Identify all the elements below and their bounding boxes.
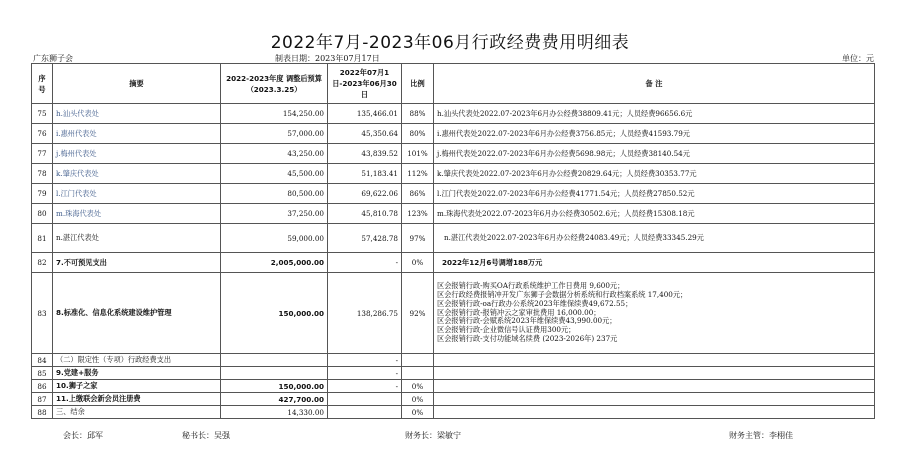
cell-ratio: 0% <box>402 406 434 419</box>
cell-seq: 80 <box>32 204 53 224</box>
cell-seq: 83 <box>32 273 53 354</box>
cell-actual <box>328 393 402 406</box>
cell-summary: 8.标准化、信息化系统建设维护管理 <box>53 273 221 354</box>
cell-budget: 427,700.00 <box>221 393 328 406</box>
cell-ratio: 88% <box>402 104 434 124</box>
cell-seq: 76 <box>32 124 53 144</box>
cell-remark <box>434 380 875 393</box>
cell-remark: l.江门代表处2022.07-2023年6月办公经费41771.54元；人员经费27850.52元 <box>434 184 875 204</box>
table-row <box>32 204 875 224</box>
cell-actual: - <box>328 367 402 380</box>
cell-actual: 135,466.01 <box>328 104 402 124</box>
report-date: 制表日期：2023年07月17日 <box>275 54 380 63</box>
table-row <box>32 224 875 253</box>
remark-line: 区会报销行政-购买OA行政系统维护工作日费用 9,600元； <box>437 280 625 290</box>
cell-summary: 9.党建+服务 <box>53 367 221 380</box>
cell-seq: 79 <box>32 184 53 204</box>
cell-ratio: 97% <box>402 224 434 253</box>
cell-budget: 154,250.00 <box>221 104 328 124</box>
cell-summary: i.惠州代表处 <box>53 124 221 144</box>
table-row <box>32 124 875 144</box>
cell-summary: k.肇庆代表处 <box>53 164 221 184</box>
table-row <box>32 406 875 419</box>
cell-budget <box>221 367 328 380</box>
col-header-ratio: 比例 <box>402 64 434 104</box>
secretary-signature: 秘书长：吴强 <box>182 431 230 440</box>
cell-actual: 45,350.64 <box>328 124 402 144</box>
cell-summary: h.汕头代表处 <box>53 104 221 124</box>
cell-summary: m.珠海代表处 <box>53 204 221 224</box>
table-header-row <box>32 64 875 104</box>
cell-budget: 43,250.00 <box>221 144 328 164</box>
finance-supervisor-signature: 财务主管：李栩佳 <box>729 431 793 440</box>
cell-summary: j.梅州代表处 <box>53 144 221 164</box>
cell-summary: 三、结余 <box>53 406 221 419</box>
table-row <box>32 367 875 380</box>
cell-seq: 82 <box>32 253 53 273</box>
cell-remark: n.湛江代表处2022.07-2023年6月办公经费24083.49元；人员经费33345.29元 <box>434 224 875 253</box>
cell-actual: 69,622.06 <box>328 184 402 204</box>
col-header-summary: 摘要 <box>53 64 221 104</box>
cell-actual: - <box>328 354 402 367</box>
cell-remark <box>434 406 875 419</box>
expense-table <box>31 63 875 419</box>
cell-budget: 2,005,000.00 <box>221 253 328 273</box>
cell-budget: 37,250.00 <box>221 204 328 224</box>
cell-summary: 10.狮子之家 <box>53 380 221 393</box>
cell-remark <box>434 354 875 367</box>
organization-name: 广东狮子会 <box>33 54 73 63</box>
finance-head-signature: 财务长：梁敏宁 <box>405 431 461 440</box>
cell-actual: 57,428.78 <box>328 224 402 253</box>
cell-ratio: 92% <box>402 273 434 354</box>
cell-actual: 43,839.52 <box>328 144 402 164</box>
cell-ratio: 101% <box>402 144 434 164</box>
cell-ratio: 123% <box>402 204 434 224</box>
cell-actual <box>328 406 402 419</box>
signature-footer <box>0 430 900 442</box>
cell-ratio <box>402 354 434 367</box>
cell-budget: 59,000.00 <box>221 224 328 253</box>
cell-actual: 138,286.75 <box>328 273 402 354</box>
cell-remark: k.肇庆代表处2022.07-2023年6月办公经费20829.64元；人员经费30353.77元 <box>434 164 875 184</box>
cell-seq: 81 <box>32 224 53 253</box>
cell-actual: - <box>328 380 402 393</box>
cell-remark: j.梅州代表处2022.07-2023年6月办公经费5698.98元；人员经费38140.54元 <box>434 144 875 164</box>
cell-ratio <box>402 367 434 380</box>
col-header-actual: 2022年07月1日-2023年06月30日 <box>328 64 402 104</box>
remark-line: 区会报销行政-企业微信号认证费用300元； <box>437 325 576 335</box>
cell-remark <box>434 393 875 406</box>
cell-ratio: 0% <box>402 393 434 406</box>
cell-ratio: 0% <box>402 253 434 273</box>
cell-budget: 150,000.00 <box>221 273 328 354</box>
cell-budget <box>221 354 328 367</box>
remark-line: 区会报销行政-支付功能域名续费 (2023-2026年) 237元 <box>437 334 618 344</box>
table-row <box>32 104 875 124</box>
cell-actual: - <box>328 253 402 273</box>
cell-budget: 150,000.00 <box>221 380 328 393</box>
cell-remark <box>434 367 875 380</box>
remark-line: 区会报销行政-oa行政办公系统2023年维保续费49,672.55； <box>437 298 633 308</box>
col-header-remark: 备 注 <box>434 64 875 104</box>
cell-summary: 11.上缴联会新会员注册费 <box>53 393 221 406</box>
cell-seq: 78 <box>32 164 53 184</box>
remark-line: 区会报销行政-会赋系统2023年维保续费43,990.00元； <box>437 316 617 326</box>
cell-remark: 2022年12月6号调增188万元 <box>434 253 875 273</box>
table-row <box>32 144 875 164</box>
cell-remark <box>434 273 875 354</box>
cell-actual: 51,183.41 <box>328 164 402 184</box>
cell-summary: （二）限定性（专项）行政经费支出 <box>53 354 221 367</box>
cell-ratio: 0% <box>402 380 434 393</box>
cell-remark: i.惠州代表处2022.07-2023年6月办公经费3756.85元；人员经费41593.79元 <box>434 124 875 144</box>
cell-summary: n.湛江代表处 <box>53 224 221 253</box>
cell-ratio: 86% <box>402 184 434 204</box>
cell-ratio: 112% <box>402 164 434 184</box>
cell-remark: m.珠海代表处2022.07-2023年6月办公经费30502.6元；人员经费15308.18元 <box>434 204 875 224</box>
cell-summary: 7.不可预见支出 <box>53 253 221 273</box>
table-row <box>32 184 875 204</box>
cell-seq: 75 <box>32 104 53 124</box>
table-row <box>32 380 875 393</box>
cell-budget: 14,330.00 <box>221 406 328 419</box>
table-row <box>32 273 875 354</box>
cell-budget: 57,000.00 <box>221 124 328 144</box>
table-row <box>32 393 875 406</box>
table-row <box>32 253 875 273</box>
cell-actual: 45,810.78 <box>328 204 402 224</box>
cell-seq: 84 <box>32 354 53 367</box>
cell-seq: 88 <box>32 406 53 419</box>
cell-summary: l.江门代表处 <box>53 184 221 204</box>
cell-seq: 86 <box>32 380 53 393</box>
cell-remark: h.汕头代表处2022.07-2023年6月办公经费38809.41元；人员经费96656.6元 <box>434 104 875 124</box>
cell-budget: 45,500.00 <box>221 164 328 184</box>
cell-budget: 80,500.00 <box>221 184 328 204</box>
cell-seq: 77 <box>32 144 53 164</box>
president-signature: 会长：邱军 <box>63 431 103 440</box>
col-header-budget: 2022-2023年度 调整后预算（2023.3.25） <box>221 64 328 104</box>
cell-seq: 85 <box>32 367 53 380</box>
remark-line: 区会行政经费报销冲开发广东狮子会数据分析系统和行政档案系统 17,400元； <box>437 289 688 299</box>
col-header-seq: 序号 <box>32 64 53 104</box>
currency-unit: 单位：元 <box>842 54 874 63</box>
remark-line: 区会报销行政-报销冲云之家审批费用 16,000.00； <box>437 307 601 317</box>
table-row <box>32 164 875 184</box>
table-row <box>32 354 875 367</box>
cell-seq: 87 <box>32 393 53 406</box>
cell-ratio: 80% <box>402 124 434 144</box>
report-title: 2022年7月-2023年06月行政经费费用明细表 <box>270 33 630 53</box>
